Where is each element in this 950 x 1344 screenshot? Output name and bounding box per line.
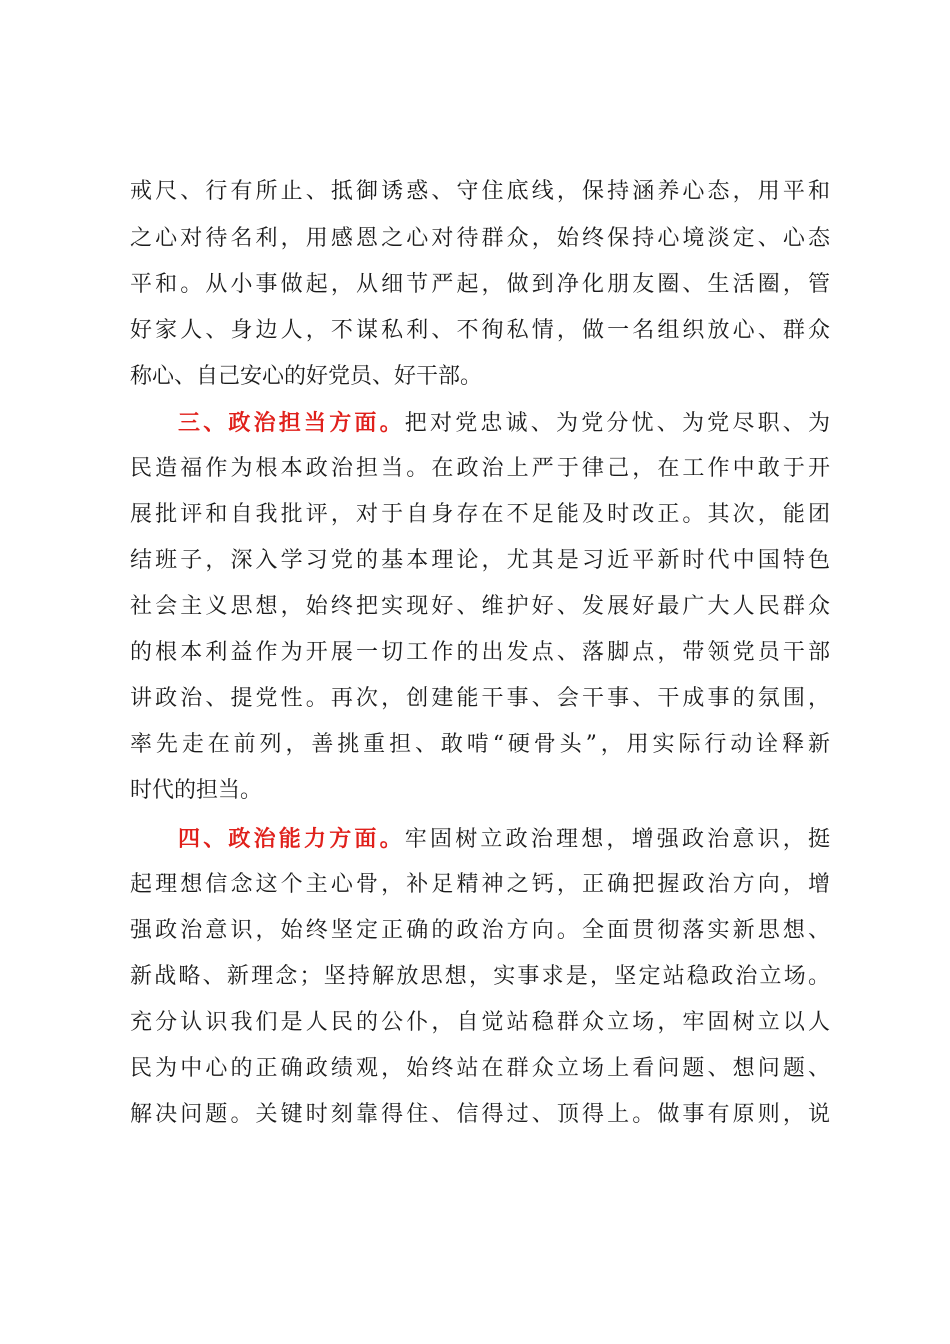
body-line: 解决问题。关键时刻靠得住、信得过、顶得上。做事有原则，说 (130, 1102, 830, 1127)
body-line: 讲政治、提党性。再次，创建能干事、会干事、干成事的氛围， (130, 686, 830, 711)
body-line: 民造福作为根本政治担当。在政治上严于律己，在工作中敢于开 (130, 456, 830, 481)
body-line: 之心对待名利，用感恩之心对待群众，始终保持心境淡定、心态 (130, 226, 830, 251)
body-line: 时代的担当。 (130, 778, 263, 803)
body-line: 展批评和自我批评，对于自身存在不足能及时改正。其次，能团 (130, 502, 830, 527)
body-text: 把对党忠诚、为党分忧、为党尽职、为 (404, 411, 830, 436)
body-line: 起理想信念这个主心骨，补足精神之钙，正确把握政治方向，增 (130, 872, 830, 897)
body-line: 社会主义思想，始终把实现好、维护好、发展好最广大人民群众 (130, 594, 830, 619)
body-line: 称心、自己安心的好党员、好干部。 (130, 364, 483, 389)
body-line: 结班子，深入学习党的基本理论，尤其是习近平新时代中国特色 (130, 548, 830, 573)
body-line: 充分认识我们是人民的公仆，自觉站稳群众立场，牢固树立以人 (130, 1010, 830, 1035)
body-text: 牢固树立政治理想，增强政治意识，挺 (404, 827, 830, 852)
section-4-heading: 四、政治能力方面。 (178, 826, 405, 852)
body-line: 戒尺、行有所止、抵御诱惑、守住底线，保持涵养心态，用平和 (130, 179, 830, 204)
section-3-first-line (178, 406, 830, 440)
section-4-first-line (178, 822, 830, 856)
body-line: 的根本利益作为开展一切工作的出发点、落脚点，带领党员干部 (130, 640, 830, 665)
body-line: 率先走在前列，善挑重担、敢啃“硬骨头”，用实际行动诠释新 (130, 732, 830, 757)
body-line: 好家人、身边人，不谋私利、不徇私情，做一名组织放心、群众 (130, 318, 830, 343)
body-line: 平和。从小事做起，从细节严起，做到净化朋友圈、生活圈，管 (130, 272, 830, 297)
body-line: 新战略、新理念；坚持解放思想，实事求是，坚定站稳政治立场。 (130, 964, 830, 989)
body-line: 民为中心的正确政绩观，始终站在群众立场上看问题、想问题、 (130, 1056, 830, 1081)
body-line: 强政治意识，始终坚定正确的政治方向。全面贯彻落实新思想、 (130, 918, 830, 943)
section-3-heading: 三、政治担当方面。 (178, 410, 405, 436)
